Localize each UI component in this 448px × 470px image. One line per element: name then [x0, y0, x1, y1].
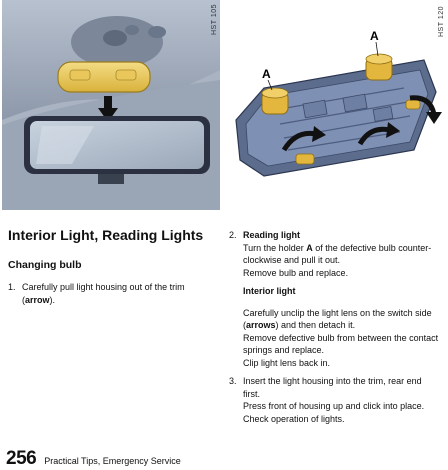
step-text: Insert the light housing into the trim, rear end first.: [243, 376, 422, 399]
figure-light-housing-removal: [2, 0, 220, 210]
step-text-bold: A: [306, 242, 313, 253]
footer-section-title: Practical Tips, Emergency Service: [44, 456, 181, 466]
block-text-bold: arrows: [246, 320, 276, 330]
step-text: Press front of housing up and click into place.: [243, 401, 425, 411]
bulb-holder-right-shape: [366, 54, 392, 80]
interior-light-block: [243, 285, 441, 369]
figure-light-housing-detail: [224, 0, 446, 210]
label-a-right: A: [370, 29, 379, 43]
block-text: Clip light lens back in.: [243, 357, 331, 368]
section-subtitle: Changing bulb: [8, 259, 82, 271]
step-text: Check operation of lights.: [243, 413, 345, 424]
step-text: Remove bulb and replace.: [243, 267, 349, 278]
step-text: [22, 281, 213, 306]
block-title: Interior light: [243, 286, 296, 296]
step-text: [243, 242, 441, 267]
page-number: 256: [6, 448, 37, 469]
right-column: [229, 229, 441, 431]
list-item: [229, 229, 441, 279]
step-text-part: Carefully pull light housing out of the trim (: [22, 282, 185, 305]
step-number: 3.: [229, 376, 237, 386]
step-text-part: of the defective bulb counter-clockwise and pull it out.: [243, 242, 432, 265]
page-footer: [6, 448, 181, 470]
bulb-holder-left-shape: [262, 88, 288, 114]
step-text-part: Turn the holder: [243, 242, 307, 253]
left-column: [8, 281, 213, 312]
figure-illustration: [2, 0, 220, 210]
list-item: [229, 375, 441, 425]
block-text: Remove defective bulb from between the contact springs and replace.: [243, 332, 439, 355]
step-number: 1.: [8, 282, 16, 292]
step-text-bold: arrow: [25, 294, 50, 305]
page-title: Interior Light, Reading Lights: [8, 227, 204, 243]
block-text: [243, 307, 441, 332]
step-text-part: ).: [49, 294, 56, 305]
list-item: [8, 281, 213, 306]
figure-code-right: HST 120: [438, 6, 445, 37]
figure-code-left: HST 105: [211, 4, 218, 35]
step-title: Reading light: [243, 230, 300, 240]
block-text-part: ) and then detach it.: [275, 320, 356, 330]
label-a-left: A: [262, 67, 271, 81]
block-text-part: Carefully unclip the light lens on the switch side (: [243, 307, 432, 330]
figure-illustration: [224, 0, 446, 210]
step-number: 2.: [229, 230, 237, 240]
